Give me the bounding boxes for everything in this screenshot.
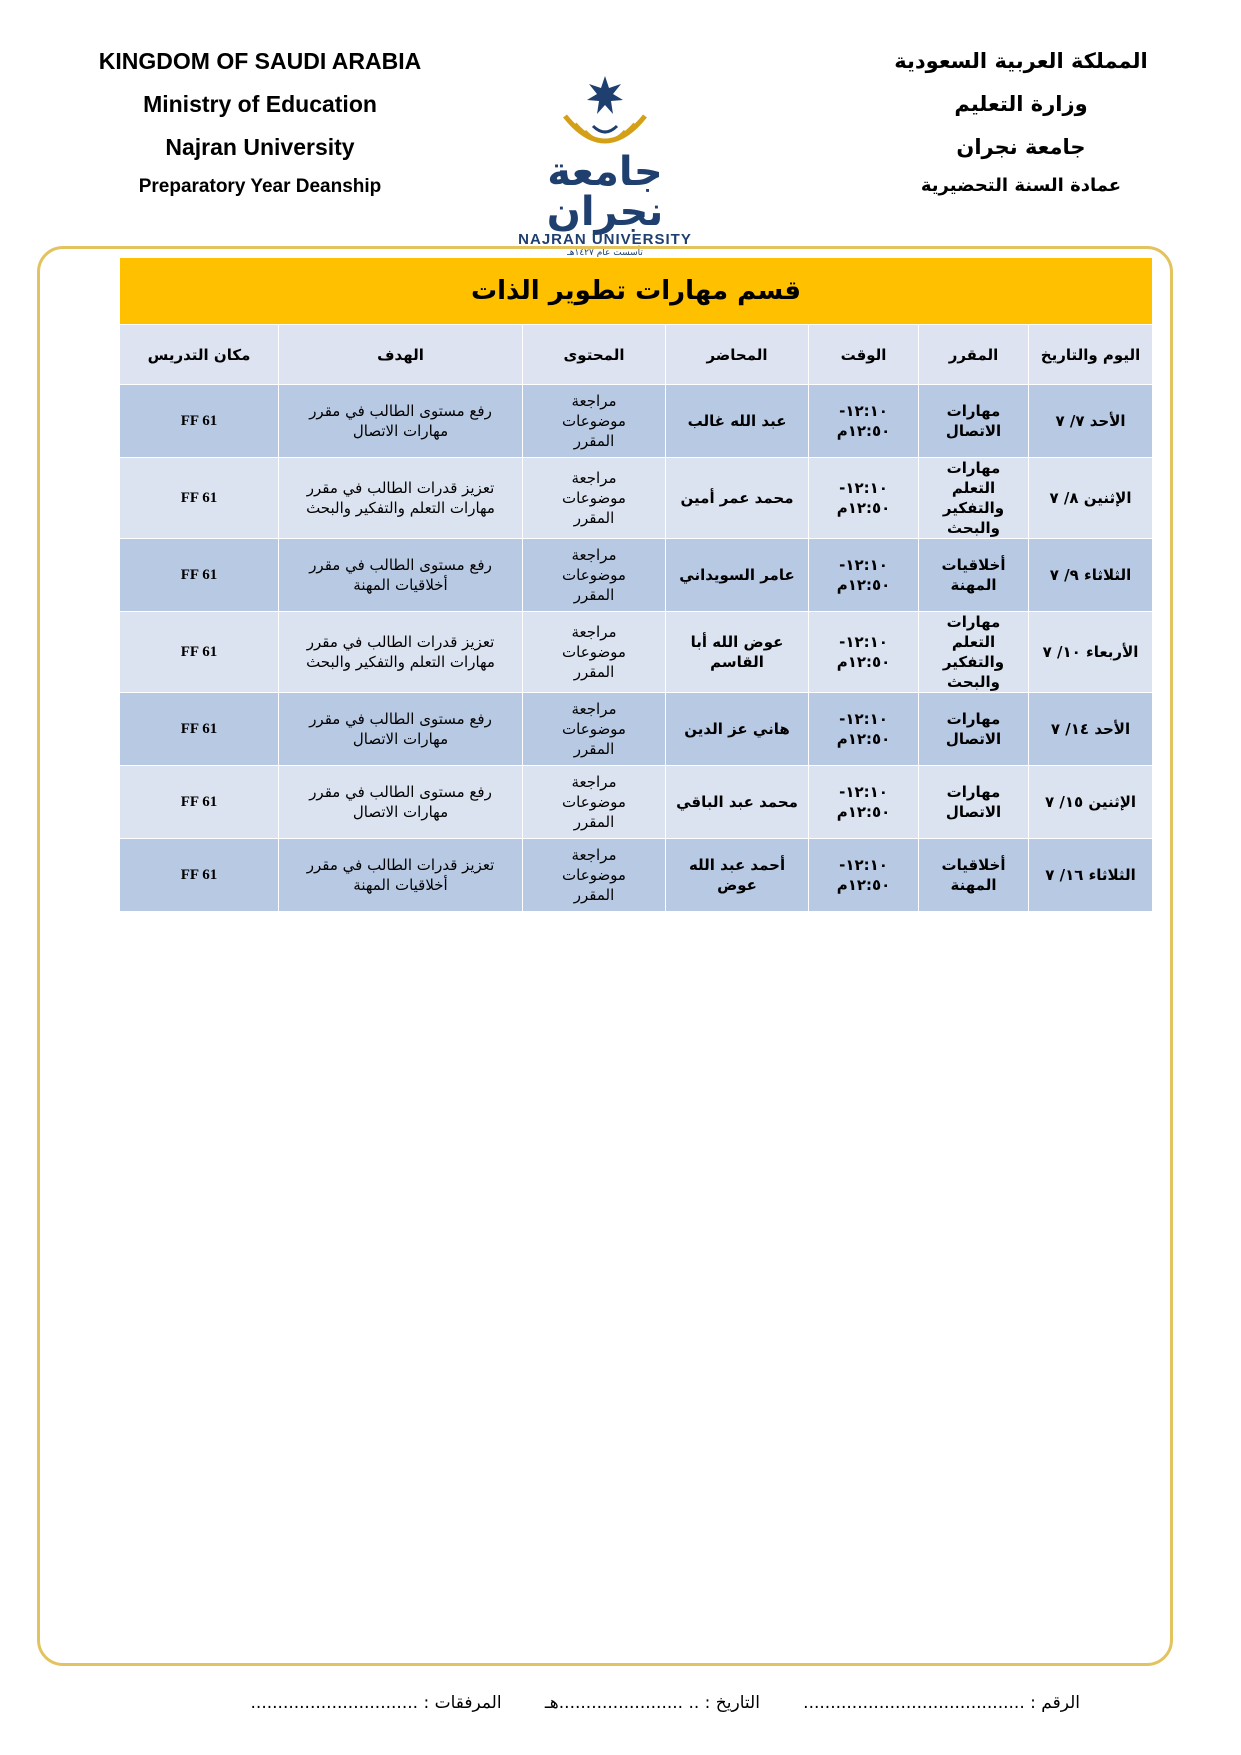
cell-goal: تعزيز قدرات الطالب في مقرر أخلاقيات المهنة [279,839,523,912]
logo-emblem-icon [555,76,655,156]
cell-date: الإثنين ٨/ ٧ [1029,458,1153,539]
cell-goal: رفع مستوى الطالب في مقرر مهارات الاتصال [279,766,523,839]
cell-course: مهارات الاتصال [919,766,1029,839]
table-row [120,839,1153,912]
cell-date: الثلاثاء ٩/ ٧ [1029,539,1153,612]
cell-lecturer: عامر السويداني [666,539,809,612]
cell-content: مراجعة موضوعات المقرر [523,539,666,612]
cell-course: مهارات التعلم والتفكير والبحث [919,458,1029,539]
table-row [120,539,1153,612]
cell-lecturer: عوض الله أبا القاسم [666,612,809,693]
cell-room: FF 61 [120,693,279,766]
cell-course: أخلاقيات المهنة [919,539,1029,612]
logo-english-name: NAJRAN UNIVERSITY [518,231,692,248]
cell-content: مراجعة موضوعات المقرر [523,458,666,539]
cell-time: ١٢:١٠- ١٢:٥٠م [809,385,919,458]
cell-lecturer: أحمد عبد الله عوض [666,839,809,912]
cell-date: الأربعاء ١٠/ ٧ [1029,612,1153,693]
header-ministry-en: Ministry of Education [143,91,377,117]
cell-lecturer: محمد عبد الباقي [666,766,809,839]
header-lecturer: المحاضر [666,325,809,385]
cell-course: مهارات التعلم والتفكير والبحث [919,612,1029,693]
table-row [120,693,1153,766]
footer-line [180,1693,1080,1713]
cell-content: مراجعة موضوعات المقرر [523,693,666,766]
cell-time: ١٢:١٠- ١٢:٥٠م [809,693,919,766]
cell-lecturer: محمد عمر أمين [666,458,809,539]
table-title: قسم مهارات تطوير الذات [120,258,1153,325]
cell-room: FF 61 [120,385,279,458]
cell-goal: تعزيز قدرات الطالب في مقرر مهارات التعلم والتفكير والبحث [279,612,523,693]
cell-room: FF 61 [120,612,279,693]
table-header-row [120,325,1153,385]
header-course: المقرر [919,325,1029,385]
header-english [60,48,460,198]
cell-lecturer: هاني عز الدين [666,693,809,766]
table-row [120,385,1153,458]
cell-date: الثلاثاء ١٦/ ٧ [1029,839,1153,912]
cell-content: مراجعة موضوعات المقرر [523,766,666,839]
cell-lecturer: عبد الله غالب [666,385,809,458]
cell-time: ١٢:١٠- ١٢:٥٠م [809,458,919,539]
header-content: المحتوى [523,325,666,385]
table-row [120,612,1153,693]
footer-date: التاريخ : .. .......................هـ [544,1693,760,1713]
cell-goal: رفع مستوى الطالب في مقرر مهارات الاتصال [279,693,523,766]
schedule-table [119,257,1153,912]
cell-time: ١٢:١٠- ١٢:٥٠م [809,766,919,839]
cell-room: FF 61 [120,539,279,612]
logo-established: تأسست عام ١٤٢٧هـ [567,248,643,258]
cell-date: الأحد ١٤/ ٧ [1029,693,1153,766]
table-body [120,385,1153,912]
university-logo [510,76,700,258]
header-ministry-ar: وزارة التعليم [954,92,1088,116]
header-deanship-en: Preparatory Year Deanship [138,176,382,197]
table-row [120,458,1153,539]
header-deanship-ar: عمادة السنة التحضيرية [920,175,1122,196]
cell-room: FF 61 [120,766,279,839]
footer-number: الرقم : ......................................... [803,1693,1080,1713]
header-arabic [871,48,1171,198]
cell-course: مهارات الاتصال [919,385,1029,458]
header-date: اليوم والتاريخ [1029,325,1153,385]
header-country-ar: المملكة العربية السعودية [894,49,1148,73]
header-university-en: Najran University [165,134,355,160]
header-time: الوقت [809,325,919,385]
cell-time: ١٢:١٠- ١٢:٥٠م [809,839,919,912]
cell-date: الإثنين ١٥/ ٧ [1029,766,1153,839]
cell-content: مراجعة موضوعات المقرر [523,612,666,693]
cell-goal: تعزيز قدرات الطالب في مقرر مهارات التعلم والتفكير والبحث [279,458,523,539]
cell-time: ١٢:١٠- ١٢:٥٠م [809,612,919,693]
cell-room: FF 61 [120,458,279,539]
header-goal: الهدف [279,325,523,385]
cell-content: مراجعة موضوعات المقرر [523,839,666,912]
cell-room: FF 61 [120,839,279,912]
cell-course: أخلاقيات المهنة [919,839,1029,912]
cell-course: مهارات الاتصال [919,693,1029,766]
header-country-en: KINGDOM OF SAUDI ARABIA [98,48,422,74]
cell-goal: رفع مستوى الطالب في مقرر أخلاقيات المهنة [279,539,523,612]
header-room: مكان التدريس [120,325,279,385]
table-row [120,766,1153,839]
cell-date: الأحد ٧/ ٧ [1029,385,1153,458]
cell-content: مراجعة موضوعات المقرر [523,385,666,458]
cell-time: ١٢:١٠- ١٢:٥٠م [809,539,919,612]
header-university-ar: جامعة نجران [956,135,1086,159]
logo-arabic-name: جامعة نجران [546,149,664,235]
footer-attachments: المرفقات : ............................... [250,1693,502,1713]
cell-goal: رفع مستوى الطالب في مقرر مهارات الاتصال [279,385,523,458]
